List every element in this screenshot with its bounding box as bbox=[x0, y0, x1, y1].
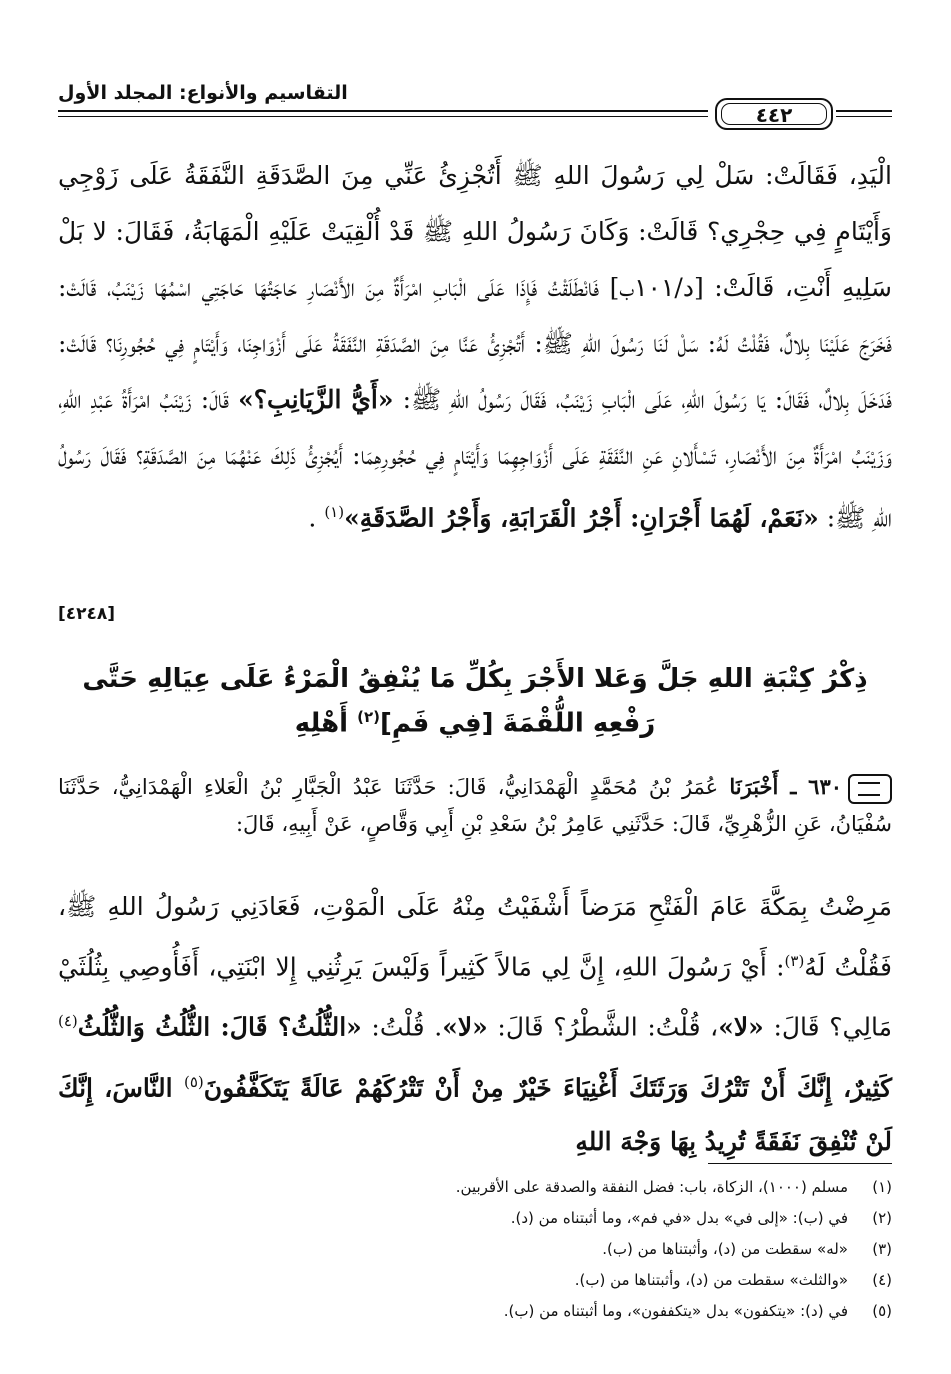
hadith-marker-icon bbox=[848, 774, 892, 804]
footnote-text: في (ب): «إلى في» بدل «في فم»، وما أثبتناه من (د). bbox=[510, 1209, 848, 1227]
footnotes bbox=[58, 1172, 892, 1327]
footnote-text: «له» سقطت من (د)، وأثبتناها من (ب). bbox=[602, 1240, 848, 1258]
running-header-title: التقاسيم والأنواع: المجلد الأول bbox=[58, 82, 348, 104]
footnote-number: (٣) bbox=[872, 1240, 892, 1258]
footnote bbox=[58, 1203, 892, 1234]
prophet-quote-3: الثُّلُثُ وَالثُّلُثُ bbox=[77, 1012, 211, 1042]
footnote-separator bbox=[708, 1163, 892, 1164]
chapter-heading bbox=[70, 660, 880, 743]
header-rule-right-thin bbox=[836, 116, 892, 117]
footnote-ref-1: (١) bbox=[324, 503, 345, 521]
footnote-number: (٤) bbox=[872, 1271, 892, 1289]
prophet-quote-4: كَثِيرٌ، إِنَّكَ أَنْ تَتْرُكَ وَرَثَتَكَ أَغْنِيَاءَ خَيْرٌ مِنْ أَنْ تَتْرُكَهُمْ عَالَةً يَتَكَفَّفُونَ bbox=[203, 1072, 892, 1102]
footnote-text: مسلم (١٠٠٠)، الزكاة، باب: فضل النفقة والصدقة على الأقربين. bbox=[455, 1178, 848, 1196]
footnote-text: «والثلث» سقطت من (د)، وأثبتناها من (ب). bbox=[574, 1271, 848, 1289]
footnote bbox=[58, 1172, 892, 1203]
period: . bbox=[308, 503, 325, 533]
prophet-quote-1: «أَيُّ الزَّيَانِبِ؟» bbox=[238, 385, 394, 414]
footnote-ref-3: (٣) bbox=[784, 952, 805, 970]
akhbarana-label: أَخْبَرَنَا bbox=[729, 774, 791, 799]
chapter-footnote-ref: (٢) bbox=[357, 708, 380, 726]
matn-text-3: ، قُلْتُ: الشَّطْرُ؟ قَالَ: bbox=[487, 1012, 719, 1042]
prophet-quote-la-2: «لا» bbox=[442, 1012, 488, 1042]
page-number: ٤٤٢ bbox=[721, 103, 827, 125]
matn-text-1: مَرِضْتُ بِمَكَّةَ عَامَ الْفَتْحِ مَرَضاً أَشْفَيْتُ مِنْهُ عَلَى الْمَوْتِ، فَعَادَنِي رَسُولُ اللهِ ﷺ، فَقُلْتُ لَهُ bbox=[58, 892, 892, 982]
footnote bbox=[58, 1234, 892, 1265]
chapter-heading-text: ذِكْرُ كِتْبَةِ اللهِ جَلَّ وَعَلا الأَجْرَ بِكُلِّ مَا يُنْفِقُ الْمَرْءُ عَلَى عِيَالِهِ حَتَّى رَفْعِهِ اللُّقْمَةَ [فِي فَمِ] bbox=[82, 664, 868, 739]
hadith-number: ٦٣٠ ـ bbox=[790, 774, 843, 799]
isnad-text: عُمَرُ بْنُ مُحَمَّدٍ الْهَمْدَانِيُّ، قَالَ: حَدَّثَنَا عَبْدُ الْجَبَّارِ بْنُ الْعَلاءِ الْهَمْدَانِيُّ، حَدَّثَنَا سُفْيَانُ، عَنِ الزُّهْرِيِّ، قَالَ: حَدَّثَنِي عَامِرُ بْنُ سَعْدِ بْنِ أَبِي وَقَّاصٍ، عَنْ أَبِيهِ، قَالَ: bbox=[58, 775, 892, 836]
thuluth-question: «الثُّلُثُ؟ bbox=[277, 1012, 362, 1042]
footnote-ref-5: (٥) bbox=[183, 1072, 204, 1091]
chapter-heading-end: أَهْلِهِ bbox=[294, 708, 358, 739]
hadith-isnad bbox=[58, 768, 892, 843]
cross-reference-number: [٤٢٤٨] bbox=[58, 604, 116, 624]
matn-text-2: : أَيْ رَسُولَ اللهِ، إِنَّ لِي مَالاً كَثِيراً وَلَيْسَ يَرِثُنِي إِلا ابْنَتِي، أَفَأُوصِي بِثُلُثَيْ مَالِي؟ قَالَ: bbox=[58, 952, 892, 1042]
footnote-number: (٥) bbox=[872, 1302, 892, 1320]
matn-text-4: . قُلْتُ: bbox=[361, 1012, 443, 1042]
footnote-text: في (د): «يتكفون» بدل «يتكففون»، وما أثبتناه من (ب). bbox=[503, 1302, 848, 1320]
page-number-frame bbox=[715, 98, 833, 130]
footnote bbox=[58, 1265, 892, 1296]
footnote bbox=[58, 1296, 892, 1327]
hadith-matn bbox=[58, 880, 892, 1169]
footnote-ref-4: (٤) bbox=[58, 1012, 78, 1031]
footnote-number: (٢) bbox=[872, 1209, 892, 1227]
qala-label: قَالَ: bbox=[210, 1012, 278, 1042]
body-paragraph-2: قَالَ: زَيْنَبُ امْرَأَةُ عَبْدِ اللهِ، وَزَيْنَبُ امْرَأَةٌ مِنَ الأَنْصَارِ، تَسْأَلانِ عَنِ النَّفَقَةِ عَلَى أَزْوَاجِهِمَا وَأَيْتَامٍ فِي حُجُورِهِمَا: أَيُجْزِئُ ذَلِكَ عَنْهُمَا مِنَ الصَّدَقَةِ؟ فَقَالَ رَسُولُ اللهِ ﷺ: bbox=[58, 385, 892, 533]
header-rule-right bbox=[836, 110, 892, 112]
header-rule bbox=[58, 110, 708, 112]
prophet-quote-5: النَّاسَ، إِنَّكَ لَنْ تُنْفِقَ نَفَقَةً تُرِيدُ بِهَا وَجْهَ اللهِ bbox=[58, 1072, 892, 1156]
hadith-continuation bbox=[58, 148, 892, 546]
footnote-number: (١) bbox=[872, 1178, 892, 1196]
prophet-quote-la-1: «لا» bbox=[718, 1012, 764, 1042]
body-paragraph-1: الْيَدِ، فَقَالَتْ: سَلْ لِي رَسُولَ اللهِ ﷺ أَتُجْزِئُ عَنِّي مِنَ الصَّدَقَةِ النَّفَقَةُ عَلَى زَوْجِي وَأَيْتَامٍ فِي حِجْرِي؟ قَالَتْ: وَكَانَ رَسُولُ اللهِ ﷺ قَدْ أُلْقِيَتْ عَلَيْهِ الْمَهَابَةُ، فَقَالَ: لا بَلْ سَلِيهِ أَنْتِ، قَالَتْ: [د/١٠١ب] فَانْطَلَقْتُ فَإِذَا عَلَى الْبَابِ امْرَأَةٌ مِنَ الأَنْصَارِ حَاجَتُهَا حَاجَتِي اسْمُهَا زَيْنَبُ، قَالَتْ: فَخَرَجَ عَلَيْنَا بِلالٌ، فَقُلْتُ لَهُ: سَلْ لَنَا رَسُولَ اللهِ ﷺ: أَتُجْزِئُ عَنَّا مِنَ الصَّدَقَةِ النَّفَقَةُ عَلَى أَزْوَاجِنَا، وَأَيْتَامٍ فِي حُجُورِنَا؟ قَالَتْ: فَدَخَلَ بِلالٌ، فَقَالَ: يَا رَسُولَ اللهِ، عَلَى الْبَابِ زَيْنَبُ، فَقَالَ رَسُولُ اللهِ ﷺ: bbox=[58, 161, 892, 414]
prophet-quote-2: «نَعَمْ، لَهُمَا أَجْرَانِ: أَجْرُ الْقَرَابَةِ، وَأَجْرُ الصَّدَقَةِ» bbox=[344, 503, 819, 533]
header-rule-thin bbox=[58, 116, 708, 117]
